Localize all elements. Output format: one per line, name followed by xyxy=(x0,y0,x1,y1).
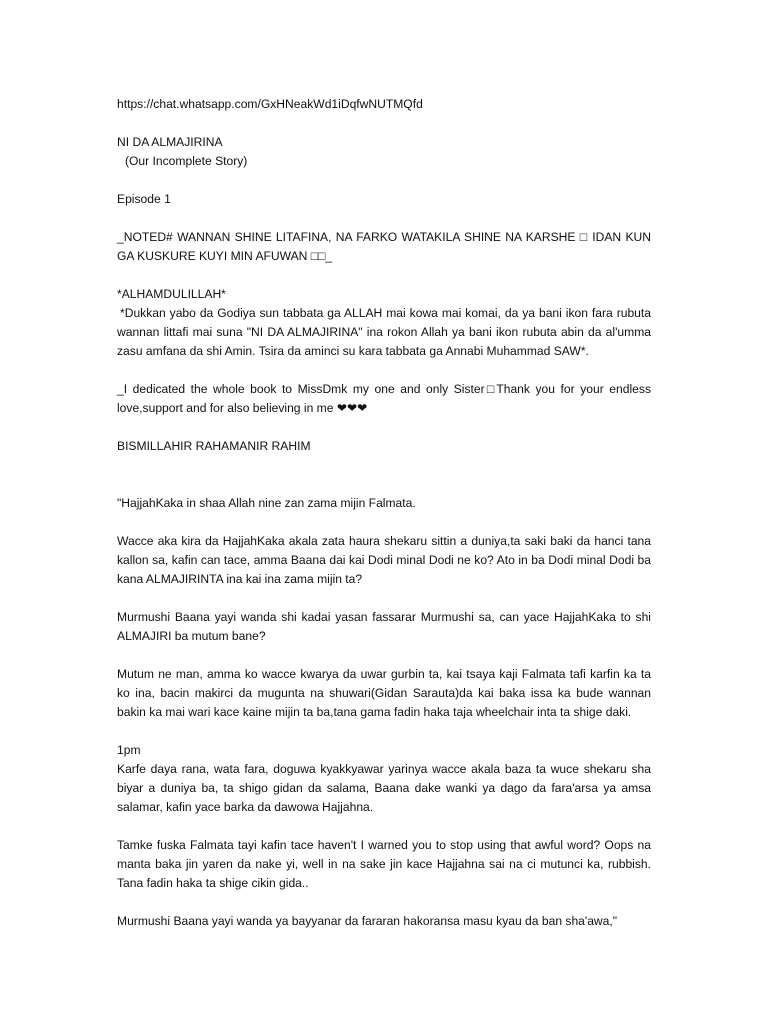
story-subtitle: (Our Incomplete Story) xyxy=(125,154,248,168)
story-paragraph: "HajjahKaka in shaa Allah nine zan zama mijin Falmata. xyxy=(117,496,416,510)
episode-label: Episode 1 xyxy=(117,192,171,206)
alhamdulillah-paragraph: *Dukkan yabo da Godiya sun tabbata ga ALLAH mai kowa mai komai, da ya bani ikon fara rubuta wannan littafi mai suna "NI DA ALMAJIRINA" ina rokon Allah ya bani ikon rubuta abin da al'umma zasu amfana da shi Amin. Tsira da aminci su kara tabbata ga Annabi Muhammad SAW*. xyxy=(117,306,651,358)
story-paragraph: Mutum ne man, amma ko wacce kwarya da uwar gurbin ta, kai tsaya kaji Falmata tafi karfin ka ta ko ina, bacin makirci da mugunta na shuwari(Gidan Sarauta)da kai baka issa ka bude wannan bakin ka mai wari kace kaine mijin ta ba,tana gama fadin haka taja wheelchair inta ta shige daki. xyxy=(117,667,651,719)
story-paragraph: Murmushi Baana yayi wanda ya bayyanar da fararan hakoransa masu kyau da ban sha'awa," xyxy=(117,914,618,928)
story-paragraph: Tamke fuska Falmata tayi kafin tace haven't I warned you to stop using that awful word? Oops na manta baka jin yaren da nake yi, well in na sake jin kace Hajjahna sai na ci mutunci ka, rubbish. Tana fadin haka ta shige cikin gida.. xyxy=(117,838,651,890)
bismillah-line: BISMILLAHIR RAHAMANIR RAHIM xyxy=(117,439,311,453)
time-marker: 1pm xyxy=(117,743,141,757)
author-note: _NOTED# WANNAN SHINE LITAFINA, NA FARKO WATAKILA SHINE NA KARSHE □ IDAN KUN GA KUSKURE KUYI MIN AFUWAN □□_ xyxy=(117,230,651,263)
story-paragraph: Murmushi Baana yayi wanda shi kadai yasan fassarar Murmushi sa, can yace HajjahKaka to shi ALMAJIRI ba mutum bane? xyxy=(117,610,651,643)
alhamdulillah-heading: *ALHAMDULILLAH* xyxy=(117,287,226,301)
story-paragraph: Karfe daya rana, wata fara, doguwa kyakkyawar yarinya wacce akala baza ta wuce shekaru sha biyar a duniya ba, ta shigo gidan da salama, Baana dake wanki ya dago da fara'arsa ya amsa salamar, kafin yace barka da dawowa Hajjahna. xyxy=(117,762,651,814)
group-invite-link[interactable]: https://chat.whatsapp.com/GxHNeakWd1iDqfwNUTMQfd xyxy=(117,97,423,111)
dedication-paragraph: _I dedicated the whole book to MissDmk my one and only Sister□Thank you for your endless love,support and for also believing in me ❤❤❤ xyxy=(117,382,651,415)
story-paragraph: Wacce aka kira da HajjahKaka akala zata haura shekaru sittin a duniya,ta saki baki da hanci tana kallon sa, kafin can tace, amma Baana dai kai Dodi minal Dodi ne ko? Ato in ba Dodi minal Dodi ba kana ALMAJIRINTA ina kai ina zama mijin ta? xyxy=(117,534,651,586)
story-title: NI DA ALMAJIRINA xyxy=(117,135,223,149)
